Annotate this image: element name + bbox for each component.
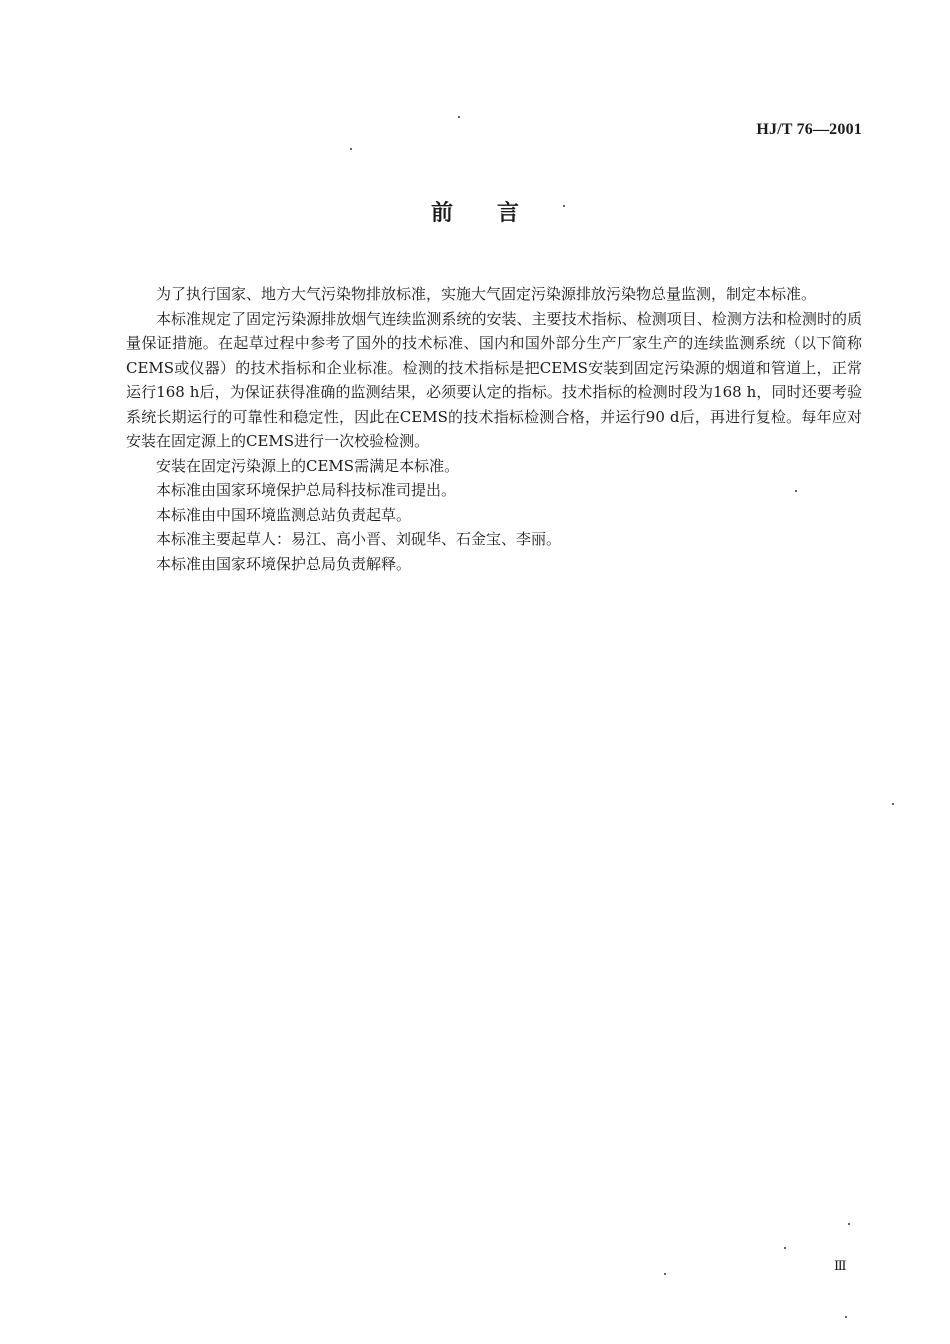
scan-speck xyxy=(848,1223,850,1225)
scan-speck xyxy=(892,803,894,805)
scan-speck xyxy=(563,205,565,207)
foreword-paragraph-interpretation: 本标准由国家环境保护总局负责解释。 xyxy=(156,554,412,573)
foreword-paragraph-compliance: 安装在固定污染源上的CEMS需满足本标准。 xyxy=(156,456,460,475)
scan-speck xyxy=(664,1273,666,1275)
scan-speck xyxy=(458,116,460,118)
scan-speck xyxy=(350,148,352,150)
foreword-paragraph-drafter-org: 本标准由中国环境监测总站负责起草。 xyxy=(156,505,412,524)
page-title: 前言 xyxy=(430,201,563,226)
foreword-paragraph-purpose: 为了执行国家、地方大气污染物排放标准，实施大气固定污染源排放污染物总量监测，制定本标准。 xyxy=(156,285,817,303)
scan-speck xyxy=(795,490,797,492)
foreword-paragraph-scope: 本标准规定了固定污染源排放烟气连续监测系统的安装、主要技术指标、检测项目、检测方法和检测时的质量保证措施。在起草过程中参考了国外的技术标准、国内和国外部分生产厂家生产的连续监测系统（以下简称CEMS或仪器）的技术指标和企业标准。检测的技术指标是把CEMS安装到固定污染源的烟道和管道上，正常运行168 h后，为保证获得准确的监测结果，必须要认定的指标。技术指标的检测时段为168 h，同时还要考验系统长期运行的可靠性和稳定性，因此在CEMS的技术指标检测合格，并运行90 d后，再进行复检。每年应对安装在固定源上的CEMS进行一次校验检测。 xyxy=(126,309,862,450)
scan-speck xyxy=(784,1247,786,1249)
scan-speck xyxy=(845,1316,847,1318)
document-code: HJ/T 76—2001 xyxy=(756,121,862,138)
page-number: Ⅲ xyxy=(834,1258,847,1273)
foreword-body xyxy=(126,282,862,576)
foreword-paragraph-drafters: 本标准主要起草人：易江、高小晋、刘砚华、石金宝、李丽。 xyxy=(156,530,562,548)
foreword-paragraph-proposer: 本标准由国家环境保护总局科技标准司提出。 xyxy=(156,481,457,499)
